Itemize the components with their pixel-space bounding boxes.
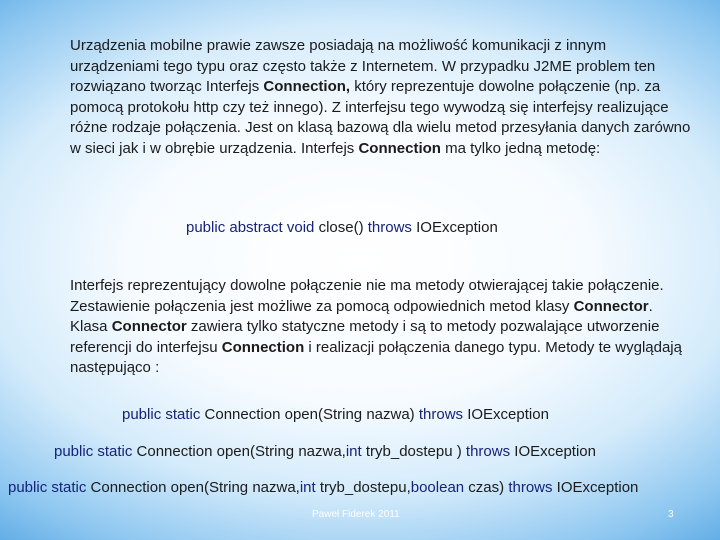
code-open3-kw4: throws [508,479,553,496]
para2-text-3: zawiera tylko statyczne metody i są to metody pozwalające utworzenie referencji do interfejsu [70,318,660,356]
para1-bold-1: Connection, [263,78,351,96]
code-open2-t3: IOException [510,443,596,460]
para2-bold-2: Connector [111,318,187,336]
paragraph-connector-intro [70,276,692,379]
code-open2-t2: tryb_dostepu ) [361,443,466,460]
page-number: 3 [668,509,674,520]
code-open1-t2: IOException [463,406,549,423]
para1-bold-2: Connection [358,139,441,157]
para2-bold-1: Connector [573,297,649,315]
code-open3-kw3: boolean [410,479,465,496]
code-open2-kw2: int [345,443,362,460]
para2-text-1: Interfejs reprezentujący dowolne połączenie nie ma metody otwierającej takie połączenie. Zestawienie połączenia jest możliwe za pomocą odpowiednich metod klasy [70,277,664,315]
code-close-method [186,218,498,238]
para2-text-2: . Klasa [70,297,653,336]
code-open3-kw1: public static [8,479,87,496]
code-close-t1: close() [314,219,368,236]
code-open2-kw1: public static [54,443,133,460]
code-open-method-3 [8,478,638,498]
para1-text-2: który reprezentuje dowolne połączenie (np. za pomocą protokołu http czy też innego). Z interfejsu tego wywodzą się interfejsy realizujące różne rodzaje połączenia. Jest on klasą bazową dla wielu metod przesyłania danych zarówno w sieci jak i w obrębie urządzenia. Interfejs [70,78,691,157]
para1-text-3: ma tylko jedną metodę: [440,139,601,157]
code-close-kw2: throws [367,219,412,236]
code-close-t2: IOException [411,219,498,236]
paragraph-connection-intro [70,36,692,160]
code-open3-t1: Connection open(String nazwa, [86,479,300,496]
footer-author: Paweł Fiderek 2011 [312,509,400,520]
code-open1-kw1: public static [122,406,201,423]
code-open1-kw2: throws [418,406,464,423]
code-open3-t3: czas) [464,479,509,496]
para2-bold-3: Connection [221,338,305,356]
code-open3-kw2: int [299,479,316,496]
code-open-method-2 [54,442,596,462]
code-open-method-1 [122,405,549,425]
para2-text-4: i realizacji połączenia danego typu. Metody te wyglądają następująco : [70,338,682,377]
para1-text-1: Urządzenia mobilne prawie zawsze posiadają na możliwość komunikacji z innym urządzeniami tego typu oraz często także z Internetem. W przypadku J2ME problem ten rozwiązano tworząc Interfejs [70,37,656,96]
code-open3-t2: tryb_dostepu, [315,479,411,496]
code-open1-t1: Connection open(String nazwa) [200,406,419,423]
code-open2-t1: Connection open(String nazwa, [132,443,346,460]
code-open2-kw3: throws [465,443,511,460]
code-close-kw1: public abstract void [186,219,315,236]
code-open3-t4: IOException [552,479,639,496]
